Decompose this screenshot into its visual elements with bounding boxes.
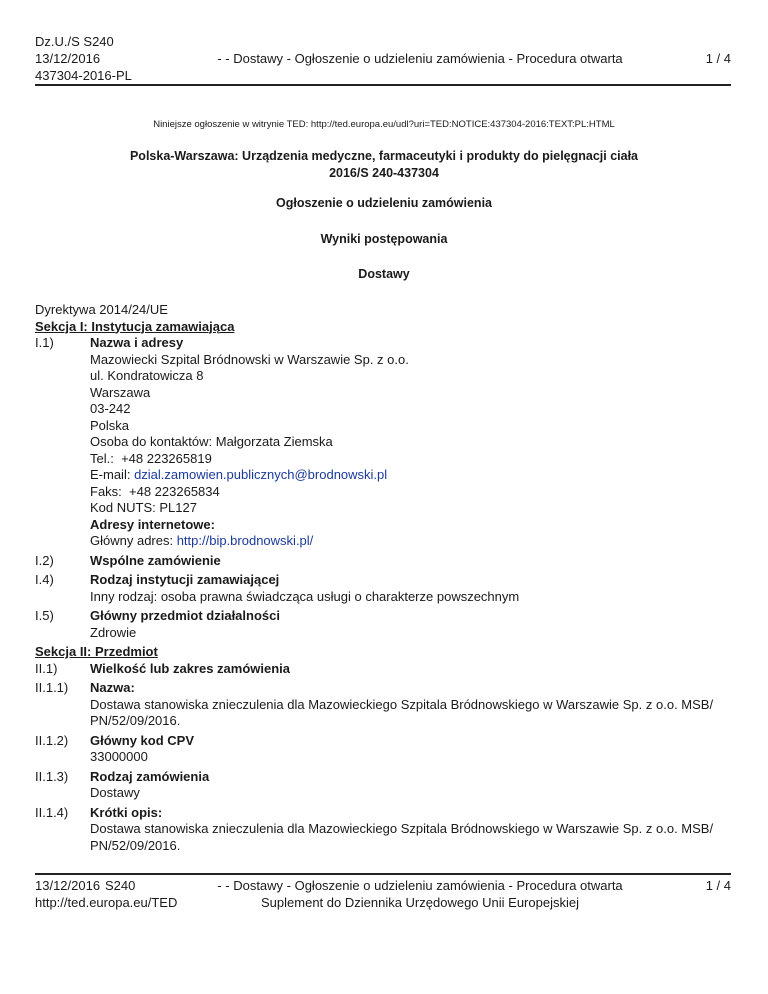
item-number: II.1.3) bbox=[35, 768, 69, 784]
item-label: Rodzaj instytucji zamawiającej bbox=[90, 572, 280, 587]
section-i5 bbox=[35, 608, 735, 641]
header-page-number: 1 / 4 bbox=[705, 51, 731, 66]
section-1-heading: Sekcja I: Instytucja zamawiająca bbox=[35, 318, 235, 334]
header-divider bbox=[35, 84, 731, 86]
item-number: II.1.4) bbox=[35, 804, 69, 820]
item-number: I.1) bbox=[35, 335, 54, 350]
item-label: Krótki opis: bbox=[90, 804, 163, 820]
main-address-label: Główny adres: bbox=[90, 533, 177, 548]
item-value: Dostawa stanowiska znieczulenia dla Mazowieckiego Szpitala Bródnowskiego w Warszawie Sp. z o.o. MSB/ PN/52/09/2016. bbox=[90, 696, 714, 728]
item-number: I.5) bbox=[35, 608, 54, 623]
phone: Tel.: +48 223265819 bbox=[90, 450, 212, 466]
item-number: I.2) bbox=[35, 552, 54, 568]
contact-person: Osoba do kontaktów: Małgorzata Ziemska bbox=[90, 434, 333, 449]
ted-notice-line: Niniejsze ogłoszenie w witrynie TED: http://ted.europa.eu/udl?uri=TED:NOTICE:437304-2016:TEXT:PL:HTML bbox=[153, 119, 615, 130]
main-address-link[interactable]: http://bip.brodnowski.pl/ bbox=[176, 533, 314, 548]
notice-reference: 2016/S 240-437304 bbox=[329, 166, 439, 180]
item-label: Rodzaj zamówienia bbox=[90, 768, 210, 784]
item-label: Wielkość lub zakres zamówienia bbox=[90, 660, 291, 676]
email-label: E-mail: bbox=[90, 467, 135, 482]
item-number: I.4) bbox=[35, 572, 54, 587]
footer-url: http://ted.europa.eu/TED bbox=[35, 895, 178, 910]
item-number: II.1.2) bbox=[35, 732, 69, 748]
item-value: Dostawa stanowiska znieczulenia dla Mazowieckiego Szpitala Bródnowskiego w Warszawie Sp. z o.o. MSB/ PN/52/09/2016. bbox=[90, 821, 714, 853]
notice-title-line1: Polska-Warszawa: Urządzenia medyczne, farmaceutyki i produkty do pielęgnacji ciała bbox=[129, 149, 639, 163]
notice-title bbox=[0, 148, 768, 182]
section-ii14 bbox=[35, 805, 735, 855]
header-meta bbox=[35, 33, 132, 84]
item-number: II.1.1) bbox=[35, 680, 69, 695]
footer-page-number: 1 / 4 bbox=[705, 878, 731, 893]
item-value: 33000000 bbox=[90, 749, 148, 764]
section-2-heading: Sekcja II: Przedmiot bbox=[35, 644, 158, 659]
email-link[interactable]: dzial.zamowien.publicznych@brodnowski.pl bbox=[134, 467, 388, 482]
section-i2 bbox=[35, 553, 735, 570]
item-label: Nazwa: bbox=[90, 680, 135, 695]
directive: Dyrektywa 2014/24/UE bbox=[35, 302, 168, 317]
footer-divider bbox=[35, 873, 731, 875]
footer-date: 13/12/2016 bbox=[35, 878, 101, 893]
fax: Faks: +48 223265834 bbox=[90, 483, 220, 499]
section-ii1 bbox=[35, 661, 735, 678]
email-row bbox=[90, 467, 735, 484]
item-number: II.1) bbox=[35, 660, 58, 676]
main-address-row bbox=[90, 533, 735, 550]
footer-series: S240 bbox=[105, 878, 136, 893]
footer-title-block bbox=[200, 877, 640, 911]
item-value: Dostawy bbox=[90, 785, 140, 800]
notice-body bbox=[35, 302, 735, 857]
contract-type: Dostawy bbox=[358, 267, 410, 281]
notice-subtitle: Wyniki postępowania bbox=[320, 232, 448, 246]
section-ii12 bbox=[35, 733, 735, 766]
org-street: ul. Kondratowicza 8 bbox=[90, 368, 204, 383]
item-label: Główny przedmiot działalności bbox=[90, 608, 280, 623]
item-value: Inny rodzaj: osoba prawna świadcząca usługi o charakterze powszechnym bbox=[90, 588, 520, 604]
footer-supplement: Suplement do Dziennika Urzędowego Unii Europejskiej bbox=[261, 895, 579, 910]
org-postcode: 03-242 bbox=[90, 401, 131, 416]
document-id: 437304-2016-PL bbox=[35, 68, 132, 83]
section-i1 bbox=[35, 335, 735, 550]
section-ii11 bbox=[35, 680, 735, 730]
item-label: Główny kod CPV bbox=[90, 732, 195, 748]
internet-addresses-label: Adresy internetowe: bbox=[90, 516, 215, 532]
item-label: Wspólne zamówienie bbox=[90, 552, 221, 568]
org-country: Polska bbox=[90, 417, 130, 433]
item-value: Zdrowie bbox=[90, 624, 137, 640]
footer-title: - - Dostawy - Ogłoszenie o udzieleniu zamówienia - Procedura otwarta bbox=[217, 878, 623, 893]
section-ii13 bbox=[35, 769, 735, 802]
org-name: Mazowiecki Szpital Bródnowski w Warszawie Sp. z o.o. bbox=[90, 351, 409, 367]
footer-meta bbox=[35, 877, 177, 911]
notice-type: Ogłoszenie o udzieleniu zamówienia bbox=[275, 196, 492, 210]
org-city: Warszawa bbox=[90, 384, 151, 400]
nuts-code: Kod NUTS: PL127 bbox=[90, 500, 197, 515]
journal-ref: Dz.U./S S240 bbox=[35, 34, 114, 49]
header-title: - - Dostawy - Ogłoszenie o udzieleniu zamówienia - Procedura otwarta bbox=[217, 51, 623, 66]
section-i4 bbox=[35, 572, 735, 605]
item-label: Nazwa i adresy bbox=[90, 335, 184, 350]
header-date: 13/12/2016 bbox=[35, 51, 101, 66]
